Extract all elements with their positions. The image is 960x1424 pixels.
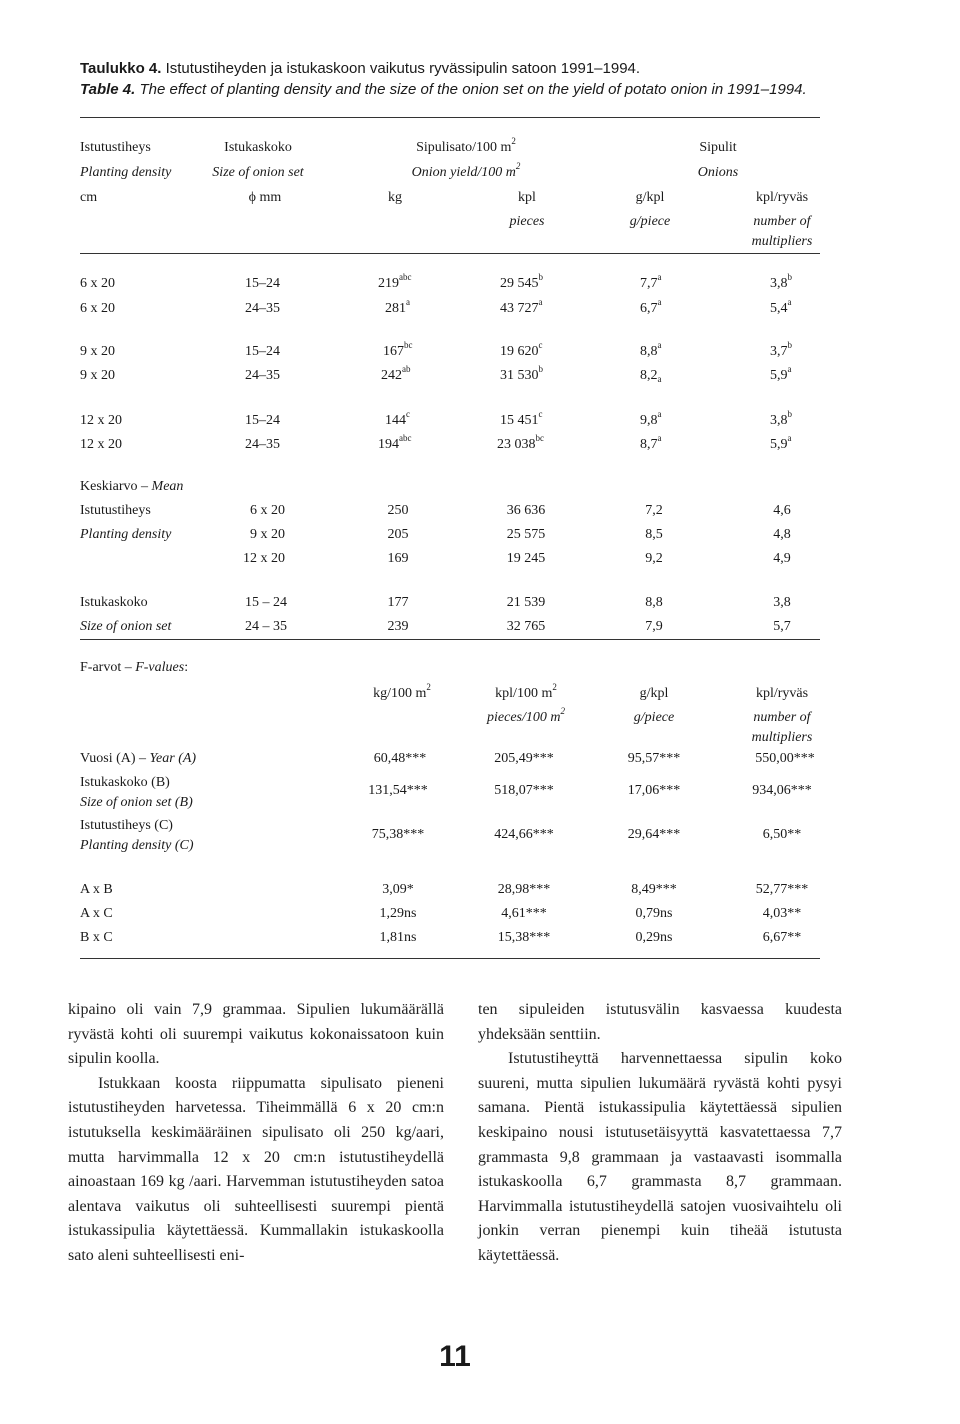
mean-label: Keskiarvo – Mean	[80, 479, 184, 494]
fvalue-cell: 60,48***	[373, 751, 427, 766]
fvalue-cell: 28,98***	[497, 882, 551, 897]
cell-kpl: 29 545$^b$	[500, 272, 543, 291]
cell-g: 8,8$^a$	[640, 340, 662, 359]
fvalue-cell: 4,03**	[762, 906, 802, 921]
cell-size: 24–35	[245, 368, 280, 383]
cell-density: 6 x 20	[80, 301, 115, 316]
body-paragraph: Istutustiheyttä harvennettaessa sipulin koko suureni, mutta sipulien lukumäärä ryvästä kohti pysyi samana. Pientä istukassipulia käytettäessä sipulien keskipaino nousi istutusetäisyyttä kasvatettaessa 7,7 grammasta 9,8 grammaan ja vastaavasti isommalla istukaskoolla 6,7 grammasta 8,7 grammaan. Harvimmalla istutustiheydellä satojen vuosivaihtelu oli jonkin verran pienempi kuin tiheää istutusta käytettäessä.	[478, 1050, 842, 1264]
cell-n: 3,8$^b$	[770, 409, 792, 428]
cell-kg: $167^{bc}$	[383, 340, 413, 359]
mean-kg: 205	[387, 527, 409, 542]
fvalue-cell: 0,29ns	[635, 930, 673, 945]
cell-g: 7,7$^a$	[640, 272, 662, 291]
fvalue-cell: 424,66***	[494, 827, 554, 842]
mean-kpl: 32 765	[506, 619, 546, 634]
cell-n: 3,8$^b$	[770, 272, 792, 291]
cell-density: 6 x 20	[80, 276, 115, 291]
mean-n: 4,6	[773, 503, 791, 518]
body-column-left	[68, 998, 444, 1269]
mean-density-en: Planting density	[80, 527, 172, 542]
fvalue-cell: 15,38***	[497, 930, 551, 945]
mean-n: 5,7	[773, 619, 791, 634]
mean-size-fi: Istukaskoko	[80, 595, 148, 610]
header-density-en: Planting density	[80, 165, 172, 180]
table-top-rule	[80, 117, 820, 118]
fvalues-label: F-arvot – F-values:	[80, 660, 189, 675]
header-unit-multipliers: multipliers	[751, 234, 813, 249]
header-setsize-fi: Istukaskoko	[224, 140, 292, 155]
cell-n: 5,4$^a$	[770, 297, 792, 316]
mean-level: 24 – 35	[245, 619, 287, 634]
cell-g: 9,8$^a$	[640, 409, 662, 428]
header-onions-fi: Sipulit	[699, 140, 737, 155]
header-bottom-rule	[80, 253, 820, 254]
mean-kpl: 36 636	[506, 503, 546, 518]
mean-n: 4,8	[773, 527, 791, 542]
fvalue-cell: 6,67**	[762, 930, 802, 945]
cell-size: 15–24	[245, 276, 280, 291]
fvalues-row-density-en: Planting density (C)	[80, 838, 194, 853]
fvalues-row-setsize-fi: Istukaskoko (B)	[80, 775, 170, 790]
page-number: 11	[439, 1340, 471, 1373]
mean-level: 6 x 20	[250, 503, 285, 518]
header-onions-en: Onions	[697, 165, 739, 180]
cell-g: 8,7$^a$	[640, 433, 662, 452]
header-density-unit: cm	[80, 190, 98, 205]
mean-g: 8,5	[645, 527, 663, 542]
fvalues-row-setsize-en: Size of onion set (B)	[80, 795, 193, 810]
fvalue-cell: 4,61***	[501, 906, 547, 921]
cell-kg: 281$^a$	[385, 297, 410, 316]
mean-kg: 250	[387, 503, 409, 518]
cell-density: 9 x 20	[80, 368, 115, 383]
header-unit-pieces: pieces	[509, 214, 545, 229]
fvalue-cell: 1,81ns	[379, 930, 417, 945]
mean-kpl: 21 539	[506, 595, 546, 610]
mean-kpl: 25 575	[506, 527, 546, 542]
header-unit-kg: kg	[388, 190, 402, 205]
mean-bottom-rule	[80, 639, 820, 640]
cell-density: 12 x 20	[80, 437, 122, 452]
mean-level: 12 x 20	[243, 551, 285, 566]
fvalue-cell: 75,38***	[371, 827, 425, 842]
cell-density: 12 x 20	[80, 413, 122, 428]
table-title-fi: Istutustiheyden ja istukaskoon vaikutus ryvässipulin satoon 1991–1994.	[165, 60, 641, 77]
cell-kpl: 19 620$^c$	[500, 340, 543, 359]
mean-kg: 239	[387, 619, 409, 634]
mean-n: 4,9	[773, 551, 791, 566]
header-unit-kplryvas: kpl/ryväs	[755, 190, 809, 205]
fvalues-header-n-en2: multipliers	[751, 730, 813, 745]
cell-density: 9 x 20	[80, 344, 115, 359]
header-yield-en: Onion yield/100 $m^2$	[411, 161, 521, 180]
cell-kpl: 15 451$^c$	[500, 409, 543, 428]
header-unit-number-of: number of	[753, 214, 811, 229]
fvalues-header-n: kpl/ryväs	[755, 686, 809, 701]
fvalues-row-bxc-label: B x C	[80, 930, 113, 945]
fvalues-header-kg: kg/100 $m^2$	[373, 682, 431, 701]
fvalue-cell: 0,79ns	[635, 906, 673, 921]
cell-kg: $194^{abc}$	[378, 433, 412, 452]
mean-kg: 169	[387, 551, 409, 566]
fvalue-cell: 934,06***	[752, 783, 812, 798]
mean-level: 9 x 20	[250, 527, 285, 542]
fvalues-row-year-label: Vuosi (A) – Year (A)	[80, 751, 197, 766]
header-setsize-unit: ϕ mm	[248, 190, 282, 205]
fvalue-cell: 3,09*	[382, 882, 414, 897]
fvalue-cell: 8,49***	[631, 882, 677, 897]
mean-kg: 177	[387, 595, 409, 610]
header-setsize-en: Size of onion set	[212, 165, 304, 180]
body-paragraph: kipaino oli vain 7,9 grammaa. Sipulien lukumäärällä ryvästä kohti oli suurempi vaikutus kokonaissatoon kuin sipulin koolla.	[68, 1001, 444, 1068]
body-column-right	[478, 998, 842, 1269]
fvalue-cell: 6,50**	[762, 827, 802, 842]
header-unit-gkpl: g/kpl	[635, 190, 665, 205]
header-density-fi: Istutustiheys	[80, 140, 151, 155]
cell-n: 5,9$^a$	[770, 433, 792, 452]
fvalues-header-n-en1: number of	[753, 710, 811, 725]
fvalue-cell: 52,77***	[755, 882, 809, 897]
cell-kpl: 31 530$^b$	[500, 364, 543, 383]
table-caption-en	[80, 81, 807, 98]
header-unit-gpiece: g/piece	[629, 214, 671, 229]
body-paragraph: ten sipuleiden istutusvälin kasvaessa kuudesta yhdeksään senttiin.	[478, 1001, 842, 1043]
body-paragraph: Istukkaan koosta riippumatta sipulisato pieneni istutustiheyden harvetessa. Tiheimmällä 6 x 20 cm:n istutuksella keskimääräinen sipulisato oli 250 kg/aari, mutta harvimmalla 12 x 20 cm:n istutustiheydellä ainoastaan 169 kg /aari. Harvemman istutustiheyden satoa alentava vaikutus oli suhteellisesti suurempi pientä istukassipulia käytettäessä. Kummallakin istukaskoolla sato aleni suhteellisesti eni-	[68, 1074, 444, 1264]
fvalue-cell: 205,49***	[494, 751, 554, 766]
fvalue-cell: 550,00***	[755, 751, 815, 766]
mean-kpl: 19 245	[506, 551, 546, 566]
cell-kg: 144$^c$	[385, 409, 410, 428]
fvalues-header-g-en: g/piece	[633, 710, 675, 725]
table-bottom-rule	[80, 958, 820, 959]
table-title-en: The effect of planting density and the size of the onion set on the yield of potato onion in 1991–1994.	[139, 81, 807, 98]
fvalue-cell: 95,57***	[627, 751, 681, 766]
fvalue-cell: 17,06***	[627, 783, 681, 798]
mean-level: 15 – 24	[245, 595, 287, 610]
cell-n: 3,7$^b$	[770, 340, 792, 359]
mean-g: 8,8	[645, 595, 663, 610]
mean-g: 7,2	[645, 503, 663, 518]
cell-kg: $219^{abc}$	[378, 272, 412, 291]
fvalue-cell: 29,64***	[627, 827, 681, 842]
cell-kpl: 23 $038^{bc}$	[497, 433, 544, 452]
mean-g: 7,9	[645, 619, 663, 634]
header-unit-kpl: kpl	[518, 190, 536, 205]
cell-kpl: 43 727$^a$	[500, 297, 543, 316]
mean-g: 9,2	[645, 551, 663, 566]
mean-size-en: Size of onion set	[80, 619, 172, 634]
fvalues-row-axc-label: A x C	[80, 906, 113, 921]
cell-size: 15–24	[245, 413, 280, 428]
cell-kg: $242^{ab}$	[381, 364, 411, 383]
cell-g: 6,7$^a$	[640, 297, 662, 316]
table-label-fi: Taulukko 4.	[80, 60, 162, 77]
fvalues-row-density-fi: Istutustiheys (C)	[80, 818, 173, 833]
fvalue-cell: 1,29ns	[379, 906, 417, 921]
header-yield-fi: Sipulisato/100 $m^2$	[416, 136, 516, 155]
table-label-en: Table 4.	[80, 81, 136, 98]
fvalues-row-axb-label: A x B	[80, 882, 113, 897]
fvalues-header-kpl-en: pieces/100 $m^2$	[487, 706, 565, 725]
mean-density-fi: Istutustiheys	[80, 503, 151, 518]
fvalue-cell: 518,07***	[494, 783, 554, 798]
fvalues-header-g: g/kpl	[639, 686, 669, 701]
mean-n: 3,8	[773, 595, 791, 610]
fvalue-cell: 131,54***	[368, 783, 428, 798]
cell-g: $8,2_a$	[640, 368, 662, 384]
table-caption-fi	[80, 60, 640, 77]
cell-size: 24–35	[245, 437, 280, 452]
cell-n: 5,9$^a$	[770, 364, 792, 383]
cell-size: 24–35	[245, 301, 280, 316]
cell-size: 15–24	[245, 344, 280, 359]
fvalues-header-kpl: kpl/100 $m^2$	[495, 682, 557, 701]
